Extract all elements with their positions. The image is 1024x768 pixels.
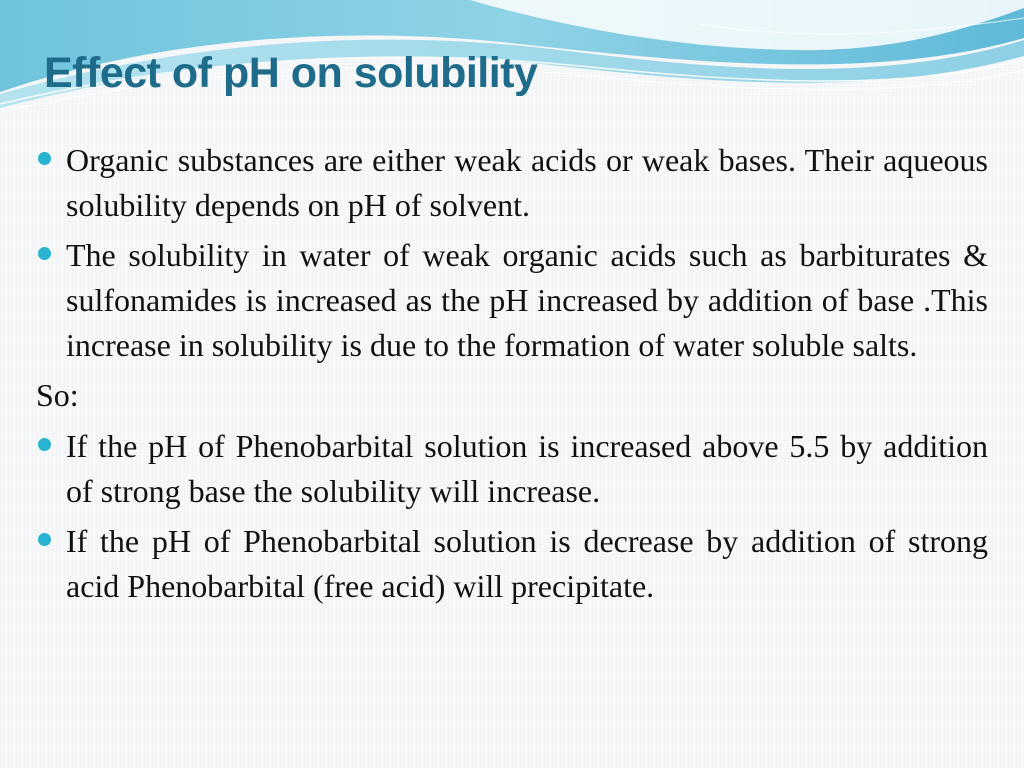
transition-text: So: bbox=[36, 377, 79, 413]
bullet-item bbox=[36, 138, 988, 228]
slide-title: Effect of pH on solubility bbox=[44, 49, 538, 97]
bullet-dot-icon bbox=[38, 533, 51, 546]
bullet-text: Organic substances are either weak acids or weak bases. Their aqueous solubility depends on pH of solvent. bbox=[66, 142, 988, 223]
bullet-text: If the pH of Phenobarbital solution is decrease by addition of strong acid Phenobarbital (free acid) will precipitate. bbox=[66, 523, 988, 604]
bullet-item bbox=[36, 233, 988, 368]
bullet-item bbox=[36, 519, 988, 609]
bullet-text: The solubility in water of weak organic acids such as barbiturates & sulfonamides is increased as the pH increased by addition of base .This increase in solubility is due to the formation of water soluble salts. bbox=[66, 237, 988, 363]
slide-content bbox=[36, 138, 988, 614]
bullet-text: If the pH of Phenobarbital solution is increased above 5.5 by addition of strong base the solubility will increase. bbox=[66, 428, 988, 509]
bullet-dot-icon bbox=[38, 152, 51, 165]
bullet-dot-icon bbox=[38, 247, 51, 260]
bullet-dot-icon bbox=[38, 438, 51, 451]
bullet-item bbox=[36, 424, 988, 514]
